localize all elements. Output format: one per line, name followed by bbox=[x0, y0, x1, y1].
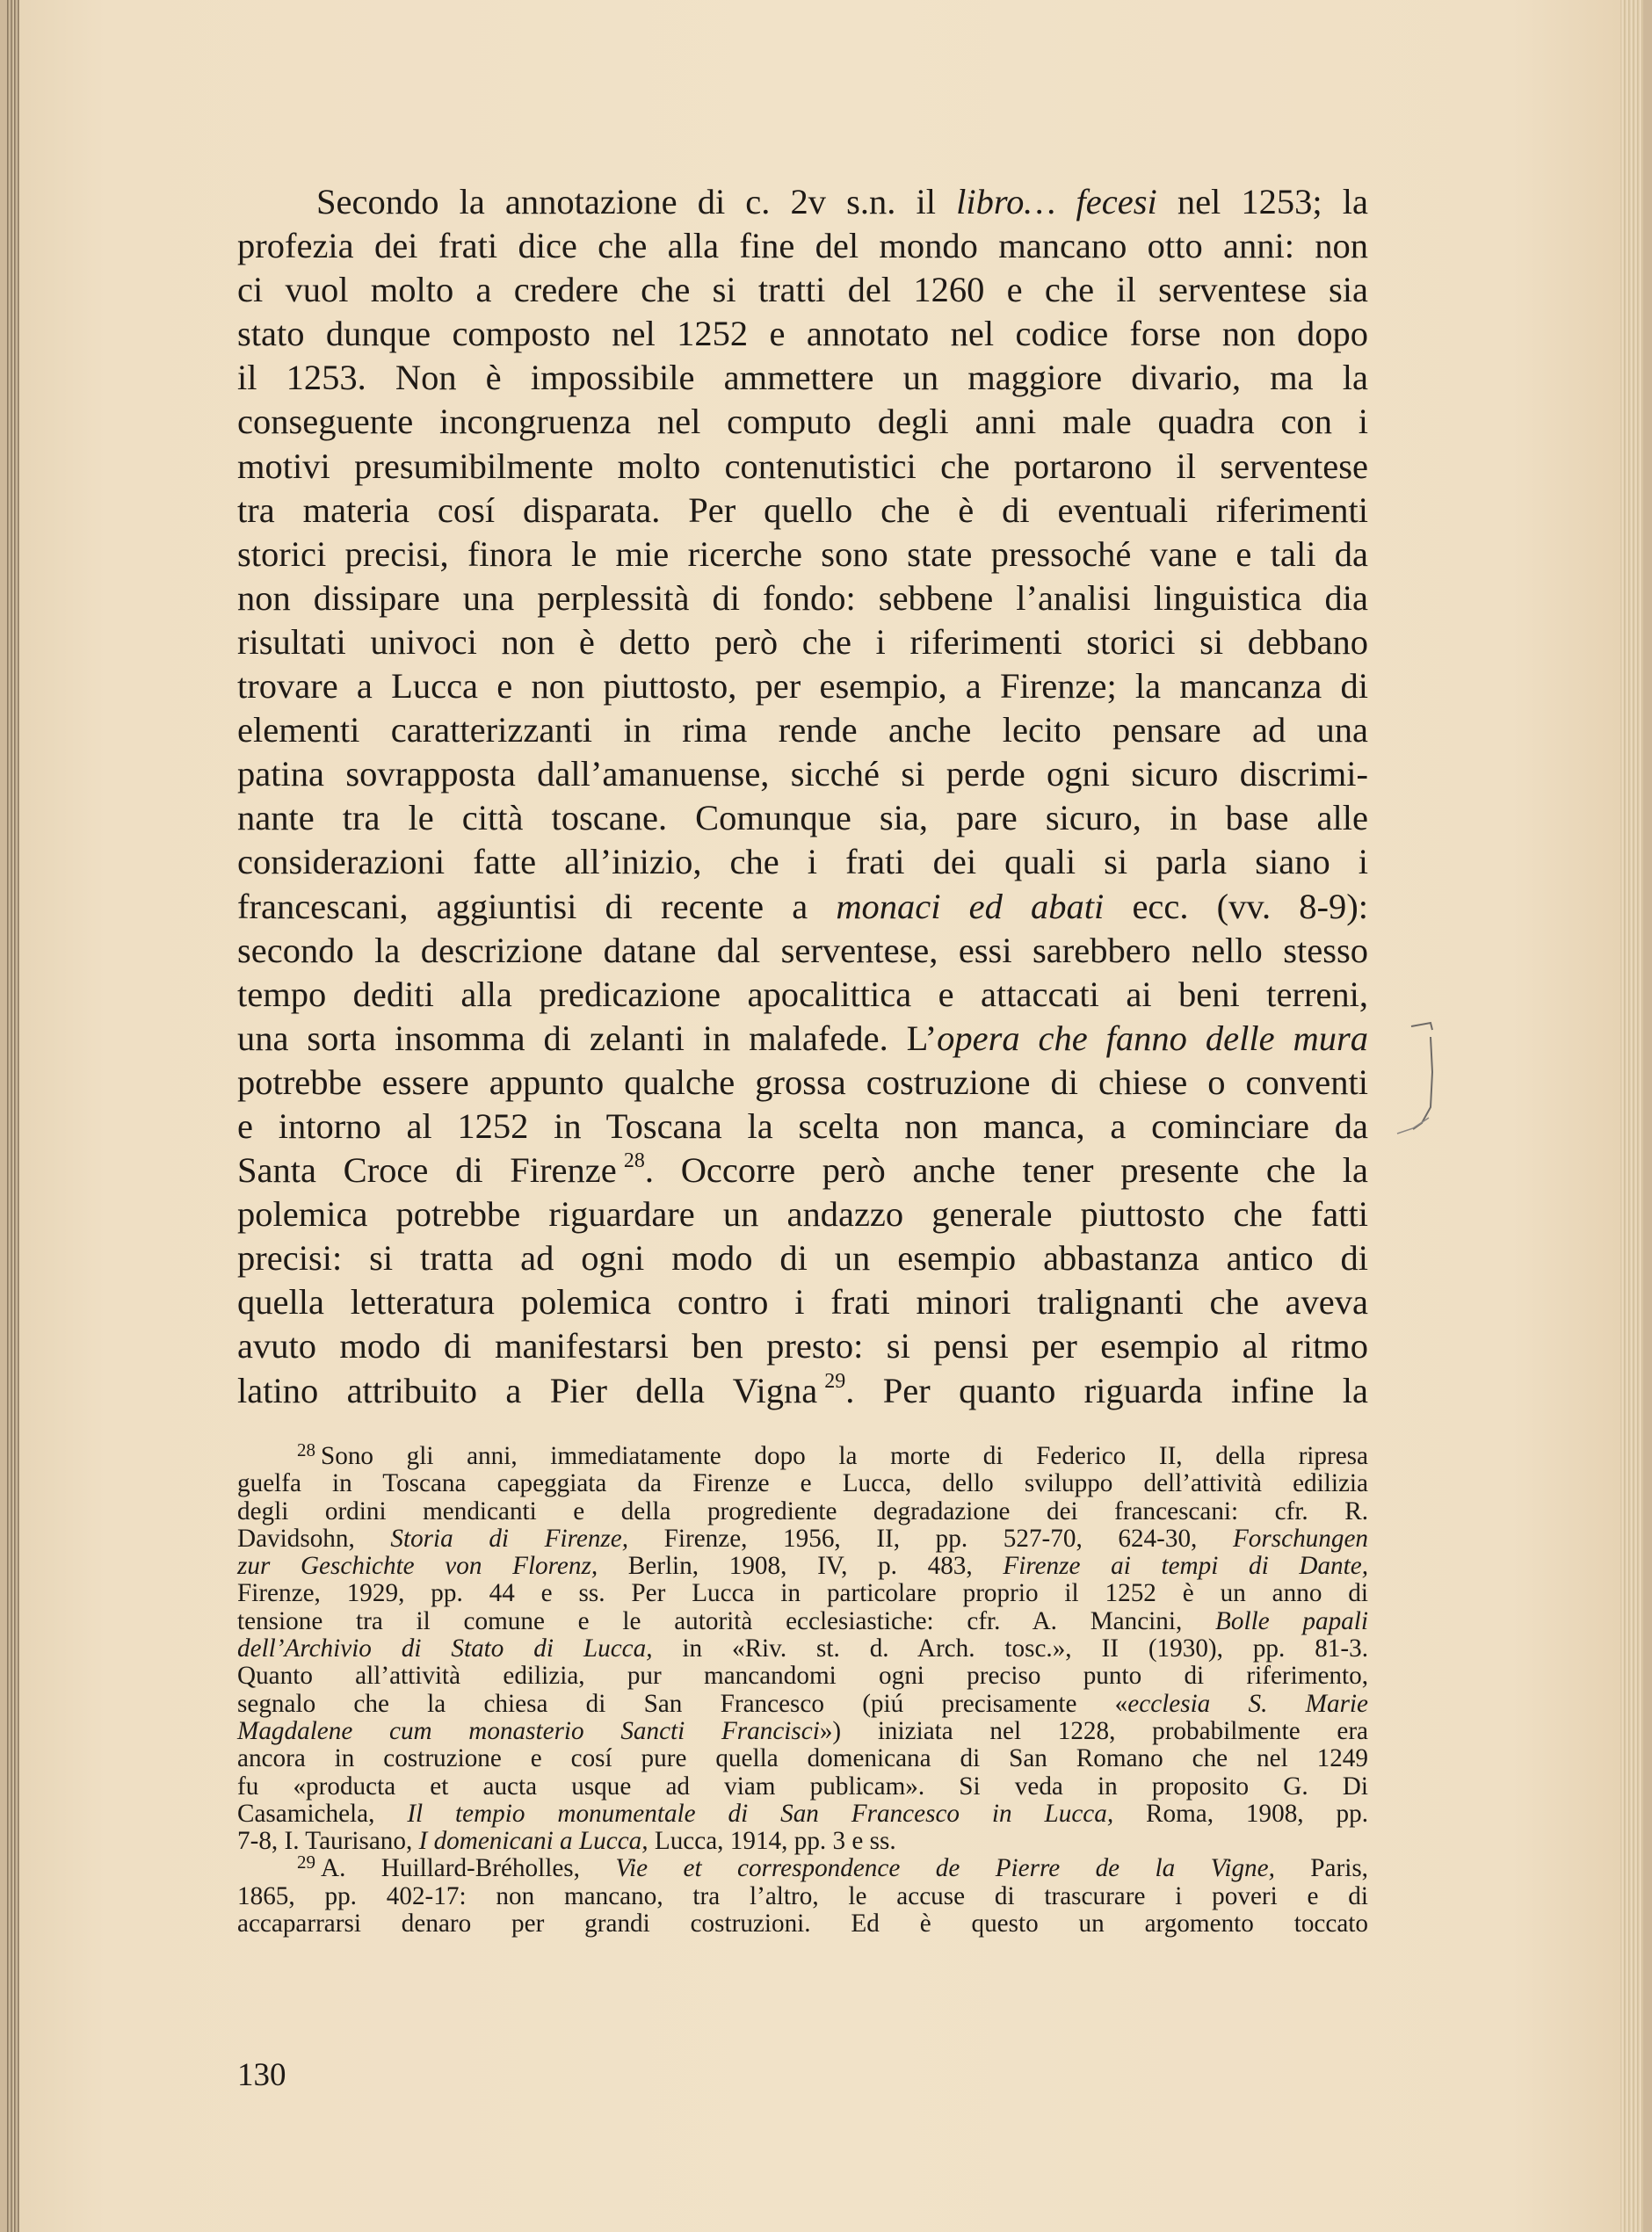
text-line: avuto modo di manifestarsi ben presto: si pensi per esempio al ritmo bbox=[237, 1326, 1368, 1366]
footnote-28 bbox=[237, 1439, 1368, 1856]
text-line: polemica potrebbe riguardare un andazzo generale piuttosto che fatti bbox=[237, 1194, 1368, 1235]
footnote-29 bbox=[237, 1852, 1368, 1939]
footnote-line: accaparrarsi denaro per grandi costruzioni. Ed è questo un argomento toccato bbox=[237, 1910, 1368, 1939]
footnote-line: fu «producta et aucta usque ad viam publicam». Si veda in proposito G. Di bbox=[237, 1772, 1368, 1801]
text-line: elementi caratterizzanti in rima rende anche lecito pensare ad una bbox=[237, 710, 1368, 750]
text-line: ci vuol molto a credere che si tratti del 1260 e che il serventese sia bbox=[237, 270, 1368, 310]
text-line: tempo dediti alla predicazione apocalittica e attaccati ai beni terreni, bbox=[237, 974, 1368, 1014]
footnote-line: $^{29}$ A. Huillard-Bréholles, Vie et correspondence de Pierre de la Vigne, Paris, bbox=[297, 1852, 1368, 1883]
footnote-line: 7-8, I. Taurisano, I domenicani a Lucca, Lucca, 1914, pp. 3 e ss. bbox=[237, 1827, 896, 1856]
text-line: francescani, aggiuntisi di recente a monaci ed abati ecc. (vv. 8-9): bbox=[237, 886, 1368, 926]
text-line: storici precisi, finora le mie ricerche sono state pressoché vane e tali da bbox=[237, 533, 1368, 574]
text-line: considerazioni fatte all’inizio, che i frati dei quali si parla siano i bbox=[237, 842, 1368, 882]
footnote-line: Davidsohn, Storia di Firenze, Firenze, 1956, II, pp. 527-70, 624-30, Forschungen bbox=[237, 1524, 1368, 1553]
text-line: secondo la descrizione datane dal serventese, essi sarebbero nello stesso bbox=[237, 930, 1368, 970]
footnote-line: 1865, pp. 402-17: non mancano, tra l’altro, le accuse di trascurare i poveri e di bbox=[237, 1881, 1368, 1910]
page-number: 130 bbox=[237, 2057, 286, 2093]
text-line: una sorta insomma di zelanti in malafede. L’opera che fanno delle mura bbox=[237, 1018, 1368, 1058]
footnote-line: degli ordini mendicanti e della progrediente degradazione dei francescani: cfr. R. bbox=[237, 1496, 1368, 1525]
footnote-line: Firenze, 1929, pp. 44 e ss. Per Lucca in particolare proprio il 1252 è un anno di bbox=[237, 1579, 1368, 1608]
text-line: non dissipare una perplessità di fondo: sebbene l’analisi linguistica dia bbox=[237, 577, 1368, 618]
text-line: Secondo la annotazione di c. 2v s.n. il libro… fecesi nel 1253; la bbox=[316, 182, 1368, 221]
text-line: il 1253. Non è impossibile ammettere un maggiore divario, ma la bbox=[237, 358, 1368, 398]
footnote-line: Magdalene cum monasterio Sancti Francisci») iniziata nel 1228, probabilmente era bbox=[237, 1716, 1368, 1745]
pencil-bracket-mark bbox=[1387, 1019, 1439, 1151]
footnote-line: $^{28}$ Sono gli anni, immediatamente dopo la morte di Federico II, della ripresa bbox=[297, 1439, 1368, 1470]
footnote-line: guelfa in Toscana capeggiata da Firenze e Lucca, dello sviluppo dell’attività edilizia bbox=[237, 1469, 1368, 1498]
text-line: motivi presumibilmente molto contenutistici che portarono il serventese bbox=[237, 446, 1368, 486]
text-line: conseguente incongruenza nel computo degli anni male quadra con i bbox=[237, 402, 1368, 442]
footnote-number: 29 bbox=[297, 1852, 315, 1873]
page-fore-edge bbox=[1620, 0, 1643, 2232]
footnote-ref-28[interactable]: 28 bbox=[623, 1149, 645, 1173]
footnote-line: Quanto all’attività edilizia, pur mancandomi ogni preciso punto di riferimento, bbox=[237, 1662, 1368, 1691]
text-line: e intorno al 1252 in Toscana la scelta non manca, a cominciare da bbox=[237, 1105, 1368, 1146]
footnotes bbox=[237, 1439, 1368, 1939]
text-line: tra materia cosí disparata. Per quello che è di eventuali riferimenti bbox=[237, 489, 1368, 530]
text-line: patina sovrapposta dall’amanuense, sicché si perde ogni sicuro discrimi- bbox=[237, 754, 1368, 794]
footnote-ref-29[interactable]: 29 bbox=[824, 1369, 846, 1393]
book-page bbox=[7, 0, 1643, 2232]
text-line: profezia dei frati dice che alla fine del mondo mancano otto anni: non bbox=[237, 226, 1368, 266]
main-text bbox=[237, 180, 1368, 1413]
text-line: Santa Croce di Firenze $^{28}$. Occorre però anche tener presente che la bbox=[237, 1149, 1369, 1191]
text-line: nante tra le città toscane. Comunque sia, pare sicuro, in base alle bbox=[237, 798, 1368, 838]
footnote-line: tensione tra il comune e le autorità ecclesiastiche: cfr. A. Mancini, Bolle papali bbox=[237, 1606, 1368, 1635]
footnote-line: segnalo che la chiesa di San Francesco (piú precisamente «ecclesia S. Marie bbox=[237, 1689, 1368, 1718]
footnote-number: 28 bbox=[297, 1439, 315, 1460]
footnote-line: ancora in costruzione e cosí pure quella domenicana di San Romano che nel 1249 bbox=[237, 1744, 1368, 1773]
text-line: risultati univoci non è detto però che i riferimenti storici si debbano bbox=[237, 621, 1368, 662]
text-line: stato dunque composto nel 1252 e annotato nel codice forse non dopo bbox=[237, 314, 1368, 354]
text-line: potrebbe essere appunto qualche grossa costruzione di chiese o conventi bbox=[237, 1062, 1368, 1102]
page-binding-edge bbox=[7, 0, 19, 2232]
footnote-line: Casamichela, Il tempio monumentale di San Francesco in Lucca, Roma, 1908, pp. bbox=[237, 1799, 1368, 1828]
text-line: precisi: si tratta ad ogni modo di un esempio abbastanza antico di bbox=[237, 1238, 1368, 1279]
text-line: latino attribuito a Pier della Vigna $^{29}$. Per quanto riguarda infine la bbox=[237, 1369, 1368, 1410]
text-line: quella letteratura polemica contro i frati minori tralignanti che aveva bbox=[237, 1282, 1368, 1323]
footnote-line: dell’Archivio di Stato di Lucca, in «Riv. st. d. Arch. tosc.», II (1930), pp. 81-3. bbox=[237, 1634, 1368, 1663]
text-line: trovare a Lucca e non piuttosto, per esempio, a Firenze; la mancanza di bbox=[237, 666, 1368, 707]
footnote-line: zur Geschichte von Florenz, Berlin, 1908, IV, p. 483, Firenze ai tempi di Dante, bbox=[237, 1552, 1368, 1581]
